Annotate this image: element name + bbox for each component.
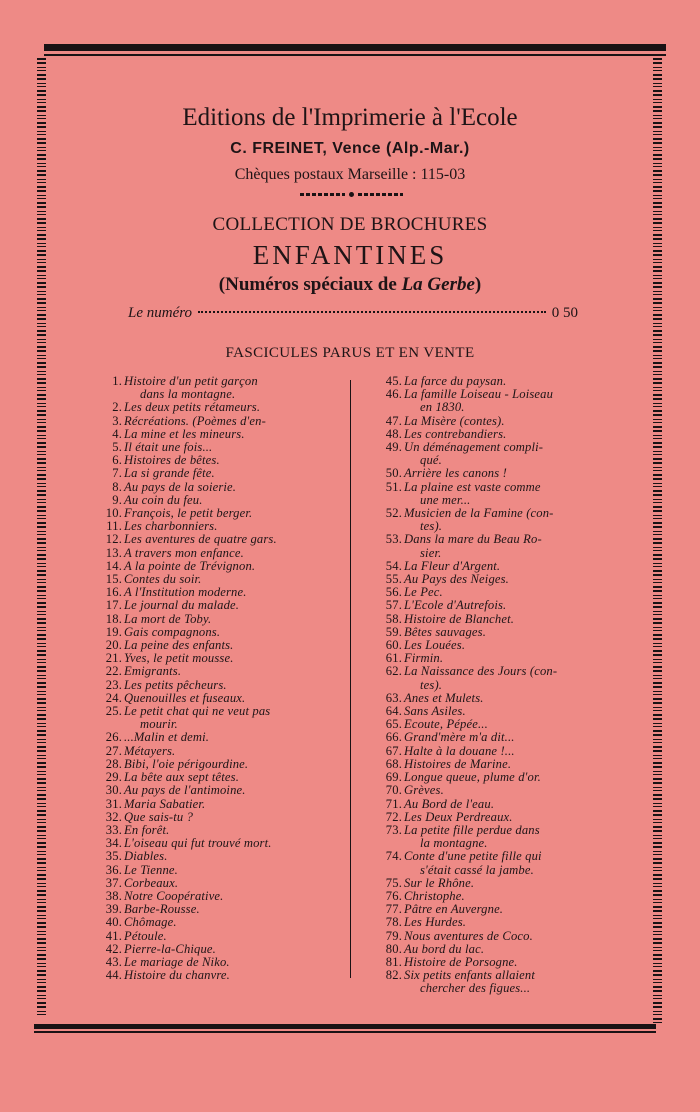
item-title <box>404 784 444 797</box>
price-row <box>128 305 578 322</box>
list-item <box>380 388 610 414</box>
subtitle-journal: La Gerbe <box>401 274 475 295</box>
item-number: 72. <box>385 809 402 824</box>
list-item <box>380 969 610 995</box>
item-title <box>404 745 515 758</box>
list-item <box>380 784 610 797</box>
item-number: 79. <box>385 928 402 943</box>
item-title-line: Nous aventures de Coco. <box>404 928 533 943</box>
item-title-line: Les petits pêcheurs. <box>124 677 227 692</box>
item-title-line: L'oiseau qui fut trouvé mort. <box>124 836 272 851</box>
list-item <box>100 784 330 797</box>
item-number: 53. <box>385 532 402 547</box>
item-title <box>124 850 168 863</box>
item-number: 73. <box>385 822 402 837</box>
item-title-line: Sur le Rhône. <box>404 875 475 890</box>
item-title-line: la montagne. <box>420 836 488 851</box>
item-number: 38. <box>105 888 122 903</box>
item-title-line: La Misère (contes). <box>404 413 505 428</box>
item-title-line: Contes du soir. <box>124 572 202 587</box>
left-column-list <box>100 375 330 982</box>
item-title-line: Longue queue, plume d'or. <box>404 770 541 785</box>
section-title: FASCICULES PARUS ET EN VENTE <box>225 345 475 361</box>
item-number: 24. <box>105 690 122 705</box>
item-title-line: L'Ecole d'Autrefois. <box>404 598 507 613</box>
item-title-line: Les aventures de quatre gars. <box>124 532 277 547</box>
item-number: 17. <box>105 598 122 613</box>
item-title <box>124 731 209 744</box>
item-title-line: Le petit chat qui ne veut pas <box>124 704 271 719</box>
item-number: 70. <box>385 783 402 798</box>
list-item <box>380 731 610 744</box>
item-number: 45. <box>385 374 402 388</box>
item-title <box>124 533 277 546</box>
item-title-line: Les Louées. <box>404 638 466 653</box>
item-title-line: Maria Sabatier. <box>124 796 206 811</box>
list-item <box>380 441 610 467</box>
item-title-line: Notre Coopérative. <box>124 888 224 903</box>
item-title-line: Ecoute, Pépée... <box>404 717 488 732</box>
item-number: 21. <box>105 651 122 666</box>
item-title-line: La Fleur d'Argent. <box>404 558 501 573</box>
item-title <box>124 547 244 560</box>
item-title-line: Histoires de Marine. <box>404 756 512 771</box>
left-decorative-border <box>37 58 46 1018</box>
item-title <box>124 798 205 811</box>
item-title-line: Récréations. (Poèmes d'en- <box>124 413 266 428</box>
item-number: 43. <box>105 954 122 969</box>
list-item <box>100 811 330 824</box>
item-title-line: Yves, le petit mousse. <box>124 651 234 666</box>
item-title <box>124 969 230 982</box>
item-title-line: Les deux petits rétameurs. <box>124 400 261 415</box>
list-item <box>380 916 610 929</box>
item-title <box>404 507 554 533</box>
item-title-line: Au Pays des Neiges. <box>404 572 509 587</box>
item-title-line: tes). <box>420 677 443 692</box>
item-title-line: La bête aux sept têtes. <box>124 770 240 785</box>
item-title-line: Firmin. <box>404 651 444 666</box>
item-title-line: En forêt. <box>124 822 170 837</box>
list-item <box>380 824 610 850</box>
item-title <box>124 811 193 824</box>
item-number: 48. <box>385 426 402 441</box>
item-number: 78. <box>385 915 402 930</box>
item-title-line: Le Pec. <box>404 585 443 600</box>
item-number: 34. <box>105 836 122 851</box>
item-title <box>124 599 239 612</box>
cheques-line: Chèques postaux Marseille : 115-03 <box>234 166 466 183</box>
item-number: 50. <box>385 466 402 481</box>
item-title-line: Le journal du malade. <box>124 598 240 613</box>
ornament-dot <box>349 192 354 197</box>
item-title-line: Histoire de Porsogne. <box>404 954 518 969</box>
item-title-line: La Naissance des Jours (con- <box>404 664 558 679</box>
item-title-line: sier. <box>420 545 442 560</box>
list-item <box>380 613 610 626</box>
item-number: 39. <box>105 902 122 917</box>
item-title-line: mourir. <box>140 717 178 732</box>
item-title <box>124 705 270 731</box>
list-item <box>100 705 330 731</box>
item-title <box>124 665 181 678</box>
item-title-line: La peine des enfants. <box>124 638 234 653</box>
item-number: 62. <box>385 664 402 679</box>
item-title-line: Les Hurdes. <box>404 915 467 930</box>
item-number: 49. <box>385 440 402 455</box>
item-title-line: Histoire du chanvre. <box>124 968 230 983</box>
list-item <box>100 467 330 480</box>
item-number: 63. <box>385 690 402 705</box>
list-item <box>100 916 330 929</box>
item-title-line: Corbeaux. <box>124 875 179 890</box>
item-number: 8. <box>112 479 122 494</box>
item-title-line: Diables. <box>124 849 168 864</box>
item-number: 37. <box>105 875 122 890</box>
item-number: 18. <box>105 611 122 626</box>
list-item <box>100 481 330 494</box>
item-title <box>124 401 260 414</box>
item-number: 19. <box>105 624 122 639</box>
item-title-line: Sans Asiles. <box>404 704 466 719</box>
ornament-dashes-left <box>300 193 345 196</box>
item-number: 14. <box>105 558 122 573</box>
list-item <box>100 415 330 428</box>
list-item <box>380 665 610 691</box>
list-item <box>100 401 330 414</box>
item-number: 5. <box>112 440 122 455</box>
item-number: 56. <box>385 585 402 600</box>
item-number: 76. <box>385 888 402 903</box>
list-item <box>380 811 610 824</box>
item-number: 15. <box>105 572 122 587</box>
item-number: 71. <box>385 796 402 811</box>
item-title-line: Au coin du feu. <box>124 492 203 507</box>
item-title <box>124 916 177 929</box>
item-title <box>404 731 515 744</box>
item-title-line: Au pays de la soierie. <box>124 479 237 494</box>
item-title-line: en 1830. <box>420 400 465 415</box>
list-item <box>100 665 330 678</box>
bottom-border-rule <box>34 1024 656 1029</box>
item-title-line: Gais compagnons. <box>124 624 221 639</box>
list-item <box>380 943 610 956</box>
item-number: 58. <box>385 611 402 626</box>
item-title <box>124 943 216 956</box>
list-item <box>100 599 330 612</box>
list-item <box>100 375 330 401</box>
item-title-line: Quenouilles et fuseaux. <box>124 690 246 705</box>
item-number: 33. <box>105 822 122 837</box>
item-title-line: Au Bord de l'eau. <box>404 796 495 811</box>
item-title-line: Dans la mare du Beau Ro- <box>404 532 542 547</box>
item-title <box>404 877 474 890</box>
item-title <box>404 388 553 414</box>
item-number: 4. <box>112 426 122 441</box>
item-number: 75. <box>385 875 402 890</box>
list-item <box>100 533 330 546</box>
item-title-line: tes). <box>420 519 443 534</box>
item-number: 74. <box>385 849 402 864</box>
item-title-line: qué. <box>420 453 442 468</box>
list-item <box>380 467 610 480</box>
item-number: 55. <box>385 572 402 587</box>
list-item <box>380 415 610 428</box>
item-title-line: Le Tienne. <box>124 862 178 877</box>
list-item <box>100 731 330 744</box>
item-number: 12. <box>105 532 122 547</box>
item-title-line: Histoire d'un petit garçon <box>124 374 258 388</box>
list-item <box>100 864 330 877</box>
column-divider <box>350 380 351 978</box>
item-title-line: une mer... <box>420 492 471 507</box>
item-number: 31. <box>105 796 122 811</box>
item-number: 13. <box>105 545 122 560</box>
list-item <box>380 533 610 559</box>
list-item <box>380 745 610 758</box>
item-number: 77. <box>385 902 402 917</box>
item-number: 66. <box>385 730 402 745</box>
item-number: 6. <box>112 453 122 468</box>
item-title-line: Les contrebandiers. <box>404 426 507 441</box>
item-title <box>124 784 246 797</box>
item-number: 46. <box>385 387 402 402</box>
item-title-line: Arrière les canons ! <box>404 466 507 481</box>
item-title-line: ...Malin et demi. <box>124 730 210 745</box>
item-number: 9. <box>112 492 122 507</box>
item-title-line: Que sais-tu ? <box>124 809 194 824</box>
item-title-line: Chômage. <box>124 915 177 930</box>
item-number: 35. <box>105 849 122 864</box>
item-title <box>404 533 542 559</box>
item-title-line: Un déménagement compli- <box>404 440 544 455</box>
list-item <box>100 679 330 692</box>
item-title-line: dans la montagne. <box>140 387 236 402</box>
item-number: 11. <box>106 519 122 534</box>
list-item <box>100 613 330 626</box>
top-border-thin-rule <box>44 54 666 56</box>
list-item <box>380 798 610 811</box>
price-label: Le numéro <box>128 305 193 321</box>
list-item <box>100 877 330 890</box>
item-title-line: François, le petit berger. <box>124 506 253 521</box>
list-item <box>100 930 330 943</box>
item-number: 80. <box>385 941 402 956</box>
list-item <box>380 850 610 876</box>
item-title <box>404 943 484 956</box>
item-title-line: s'était cassé la jambe. <box>420 862 534 877</box>
item-title-line: Bêtes sauvages. <box>404 624 486 639</box>
item-title-line: La plaine est vaste comme <box>404 479 541 494</box>
top-border-rule <box>44 44 666 51</box>
item-title-line: Emigrants. <box>124 664 182 679</box>
item-title <box>404 613 514 626</box>
subtitle-prefix: (Numéros spéciaux de <box>218 274 397 295</box>
item-title-line: Anes et Mulets. <box>404 690 484 705</box>
item-title-line: La mine et les mineurs. <box>124 426 245 441</box>
item-title <box>404 467 507 480</box>
item-title-line: Conte d'une petite fille qui <box>404 849 542 864</box>
item-title-line: Histoires de bêtes. <box>124 453 220 468</box>
item-number: 47. <box>385 413 402 428</box>
item-title <box>404 665 557 691</box>
list-item <box>380 507 610 533</box>
item-title-line: Six petits enfants allaient <box>404 968 536 983</box>
list-item <box>380 599 610 612</box>
item-title-line: Bibi, l'oie périgourdine. <box>124 756 249 771</box>
item-number: 61. <box>385 651 402 666</box>
item-number: 32. <box>105 809 122 824</box>
publisher-title: Editions de l'Imprimerie à l'Ecole <box>182 104 518 131</box>
item-title <box>124 864 178 877</box>
item-number: 68. <box>385 756 402 771</box>
item-title-line: La si grande fête. <box>124 466 215 481</box>
item-title <box>404 969 535 995</box>
item-title <box>124 745 175 758</box>
item-number: 25. <box>105 704 122 719</box>
list-item <box>100 745 330 758</box>
item-number: 3. <box>112 413 122 428</box>
item-title-line: Halte à la douane !... <box>404 743 515 758</box>
ornament-divider <box>298 191 404 197</box>
right-column-list <box>380 375 610 996</box>
item-title <box>404 916 466 929</box>
item-number: 44. <box>105 968 122 983</box>
editor-line: C. FREINET, Vence (Alp.-Mar.) <box>230 140 470 157</box>
item-number: 42. <box>105 941 122 956</box>
list-item <box>380 930 610 943</box>
item-title-line: Il était une fois... <box>124 440 213 455</box>
item-number: 28. <box>105 756 122 771</box>
item-title-line: Métayers. <box>124 743 176 758</box>
item-title <box>404 441 543 467</box>
item-title <box>124 481 236 494</box>
item-title <box>124 877 178 890</box>
item-number: 59. <box>385 624 402 639</box>
item-number: 16. <box>105 585 122 600</box>
item-title-line: La farce du paysan. <box>404 374 507 388</box>
list-item <box>380 481 610 507</box>
item-title <box>404 930 533 943</box>
subtitle-line <box>60 274 640 296</box>
subtitle-suffix: ) <box>474 274 482 295</box>
item-title-line: Pétoule. <box>124 928 167 943</box>
item-number: 60. <box>385 638 402 653</box>
list-item <box>100 969 330 982</box>
item-title <box>404 850 542 876</box>
list-item <box>380 877 610 890</box>
item-title-line: A la pointe de Trévignon. <box>124 558 256 573</box>
item-title-line: Les Deux Perdreaux. <box>404 809 513 824</box>
item-title <box>404 415 505 428</box>
item-title-line: Barbe-Rousse. <box>124 902 200 917</box>
series-heading: ENFANTINES <box>252 240 448 270</box>
item-number: 30. <box>105 783 122 798</box>
item-title-line: Les charbonniers. <box>124 519 218 534</box>
item-title-line: Grèves. <box>404 783 444 798</box>
item-number: 10. <box>105 506 122 521</box>
item-number: 7. <box>112 466 122 481</box>
item-number: 69. <box>385 770 402 785</box>
price-value: 0 50 <box>551 305 578 321</box>
item-number: 26. <box>105 730 122 745</box>
item-number: 20. <box>105 638 122 653</box>
item-title <box>404 811 513 824</box>
item-number: 22. <box>105 664 122 679</box>
item-title <box>124 375 258 401</box>
item-title-line: Musicien de la Famine (con- <box>404 506 554 521</box>
item-title <box>124 613 211 626</box>
item-number: 67. <box>385 743 402 758</box>
item-title-line: Christophe. <box>404 888 465 903</box>
price-leader-dots <box>198 311 546 313</box>
item-title-line: A travers mon enfance. <box>124 545 244 560</box>
item-title-line: La petite fille perdue dans <box>404 822 540 837</box>
item-number: 40. <box>105 915 122 930</box>
collection-heading: COLLECTION DE BROCHURES <box>212 214 488 235</box>
item-title <box>404 824 540 850</box>
item-number: 52. <box>385 506 402 521</box>
item-number: 81. <box>385 954 402 969</box>
item-title-line: Grand'mère m'a dit... <box>404 730 515 745</box>
item-number: 1. <box>112 374 122 388</box>
item-title-line: Pierre-la-Chique. <box>124 941 216 956</box>
ornament-dashes-right <box>358 193 403 196</box>
item-number: 2. <box>112 400 122 415</box>
item-title <box>404 798 494 811</box>
item-number: 57. <box>385 598 402 613</box>
item-number: 36. <box>105 862 122 877</box>
item-title <box>124 467 215 480</box>
item-number: 41. <box>105 928 122 943</box>
item-title-line: chercher des figues... <box>420 981 531 996</box>
list-item <box>100 850 330 863</box>
item-title <box>124 679 227 692</box>
item-number: 54. <box>385 558 402 573</box>
item-title-line: Le mariage de Niko. <box>124 954 230 969</box>
item-number: 65. <box>385 717 402 732</box>
item-number: 64. <box>385 704 402 719</box>
item-title-line: La famille Loiseau - Loiseau <box>404 387 554 402</box>
item-title-line: La mort de Toby. <box>124 611 212 626</box>
list-item <box>100 547 330 560</box>
item-number: 29. <box>105 770 122 785</box>
item-number: 27. <box>105 743 122 758</box>
item-title <box>124 930 167 943</box>
item-title <box>404 599 506 612</box>
bottom-border-thin-rule <box>34 1031 656 1033</box>
item-number: 23. <box>105 677 122 692</box>
list-item <box>100 798 330 811</box>
item-title-line: Au bord du lac. <box>404 941 485 956</box>
item-number: 82. <box>385 968 402 983</box>
item-title-line: Histoire de Blanchet. <box>404 611 515 626</box>
item-title-line: Au pays de l'antimoine. <box>124 783 246 798</box>
list-item <box>100 943 330 956</box>
right-decorative-border <box>653 58 662 1023</box>
item-title-line: A l'Institution moderne. <box>124 585 247 600</box>
item-title-line: Pâtre en Auvergne. <box>404 902 504 917</box>
item-number: 51. <box>385 479 402 494</box>
item-title <box>124 415 266 428</box>
item-title <box>404 481 541 507</box>
